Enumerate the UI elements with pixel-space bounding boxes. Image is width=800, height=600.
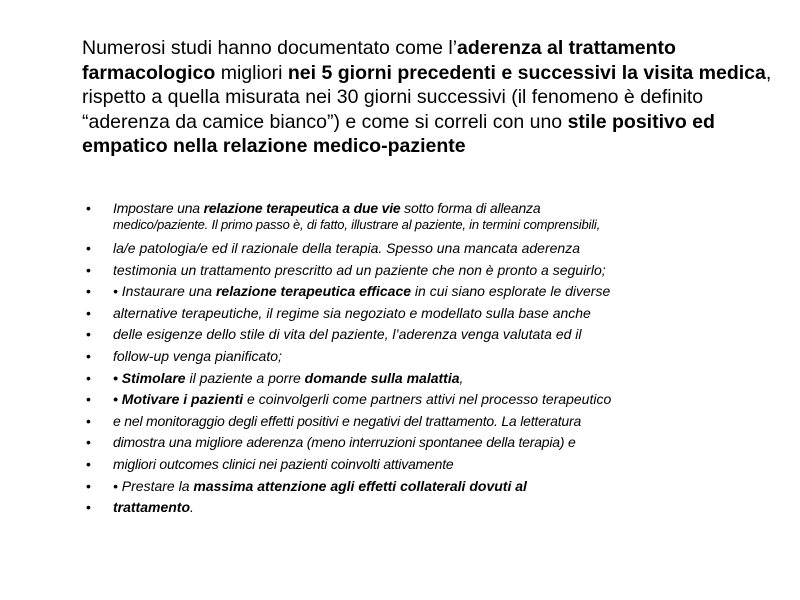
bullet-text: [113, 262, 606, 279]
bullet-emphasis: trattamento: [113, 499, 191, 516]
heading-text: Numerosi studi hanno documentato come l’: [82, 37, 458, 59]
bullet-emphasis: • Motivare i pazienti: [113, 391, 244, 408]
bullet-item: [86, 240, 786, 262]
bullet-marker: •: [86, 412, 91, 429]
bullet-text: [113, 478, 527, 495]
heading-text: migliori: [215, 61, 288, 84]
bullet-item: [86, 348, 786, 370]
bullet-text: [113, 240, 580, 257]
bullet-marker: •: [86, 455, 91, 472]
bullet-marker: •: [86, 240, 91, 256]
bullet-run: testimonia un trattamento prescritto ad un paziente che non è pronto a seguirlo;: [113, 261, 606, 278]
bullet-marker: •: [86, 369, 91, 386]
bullet-text: [113, 434, 576, 451]
bullet-marker: •: [86, 304, 91, 321]
bullet-item: [86, 283, 786, 305]
bullet-continuation: medico/paziente. Il primo passo è, di fatto, illustrare al paziente, in termini comprensibili,: [113, 217, 600, 232]
bullet-run: alternative terapeutiche, il regime sia negoziato e modellato sulla base anche: [113, 304, 591, 321]
bullet-marker: •: [86, 499, 91, 516]
bullet-item: [86, 456, 786, 478]
bullet-item: [86, 262, 786, 284]
bullet-item: [86, 326, 786, 348]
bullet-run: dimostra una migliore aderenza (meno interruzioni spontanee della terapia) e: [113, 434, 576, 451]
bullet-run: la/e patologia/e ed il razionale della terapia. Spesso una mancata aderenza: [113, 240, 580, 256]
bullet-item: [86, 434, 786, 456]
bullet-text: [113, 283, 610, 300]
bullet-marker: •: [86, 283, 91, 300]
bullet-item: [86, 370, 786, 392]
bullet-text: [113, 413, 581, 430]
bullet-text: [113, 370, 463, 387]
bullet-run: Impostare una: [113, 200, 204, 216]
bullet-run: .: [190, 499, 194, 516]
bullet-marker: •: [86, 477, 91, 494]
heading-emphasis: stile positivo ed empatico nella relazione medico-paziente: [82, 110, 715, 157]
bullet-run: ,: [459, 369, 464, 386]
bullet-item: [86, 413, 786, 435]
bullet-marker: •: [86, 347, 91, 364]
bullet-run: in cui siano esplorate le diverse: [411, 283, 611, 300]
bullet-emphasis: relazione terapeutica efficace: [215, 283, 412, 300]
bullet-run: • Prestare la: [113, 477, 194, 494]
bullet-marker: •: [86, 391, 91, 408]
bullet-text: [113, 200, 540, 217]
bullet-run: delle esigenze dello stile di vita del paziente, l’aderenza venga valutata ed il: [113, 326, 582, 343]
bullet-emphasis: • Stimolare: [113, 369, 186, 386]
bullet-run: e coinvolgerli come partners attivi nel processo terapeutico: [243, 391, 612, 408]
bullet-run: migliori outcomes clinici nei pazienti coinvolti attivamente: [113, 455, 454, 472]
bullet-item: [86, 499, 786, 521]
bullet-marker: •: [86, 434, 91, 451]
bullet-emphasis: domande sulla malattia: [304, 369, 460, 386]
bullet-run: e nel monitoraggio degli effetti positivi e negativi del trattamento. La letteratura: [113, 412, 582, 429]
bullet-marker: •: [86, 200, 91, 216]
bullet-list: [86, 200, 786, 521]
bullet-marker: •: [86, 261, 91, 278]
bullet-run: il paziente a porre: [185, 369, 305, 386]
bullet-emphasis: relazione terapeutica a due vie: [203, 200, 401, 216]
bullet-text: [113, 326, 582, 343]
heading-emphasis: aderenza al trattamento farmacologico: [82, 37, 676, 84]
bullet-text: [113, 391, 611, 408]
bullet-emphasis: massima attenzione agli effetti collaterali dovuti al: [193, 477, 527, 494]
bullet-item: [86, 478, 786, 500]
bullet-text: [113, 456, 454, 473]
bullet-run: follow-up venga pianificato;: [113, 347, 282, 364]
bullet-item: [86, 200, 786, 240]
bullet-text: [113, 348, 282, 365]
bullet-text: [113, 499, 194, 516]
bullet-run: sotto forma di alleanza: [400, 200, 541, 216]
slide-heading: [82, 36, 782, 159]
bullet-run: • Instaurare una: [113, 283, 216, 300]
bullet-text: [113, 305, 591, 322]
bullet-item: [86, 305, 786, 327]
heading-emphasis: nei 5 giorni precedenti e successivi la visita medica: [287, 61, 766, 84]
heading-text: , rispetto a quella misurata nei 30 giorni successivi (il fenomeno è definito “aderenza da camice bianco”) e come si correli con uno: [82, 61, 772, 133]
bullet-item: [86, 391, 786, 413]
bullet-marker: •: [86, 326, 91, 343]
